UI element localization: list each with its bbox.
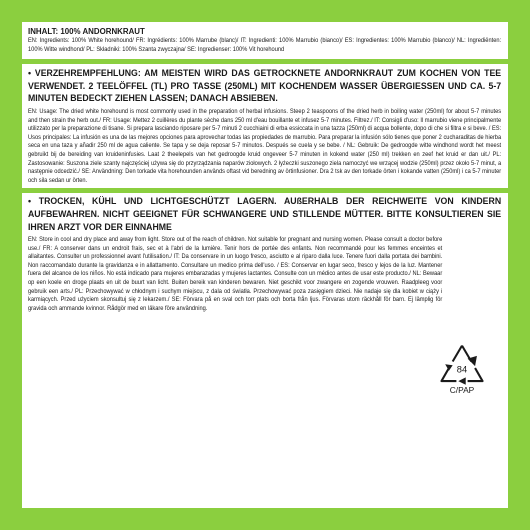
usage-title: • VERZEHREMPFEHLUNG: AM MEISTEN WIRD DAS GETROCKNETE ANDORNKRAUT ZUM KOCHEN VON TEE VERWENDET. 2 TEELÖFFEL (TL) PRO TASSE (250ML) MIT KOCHENDEM WASSER ÜBERGIESSEN UND CA. 5-7 MINUTEN BEDECKT ZIEHEN LASSEN; DANACH ABSIEBEN. bbox=[28, 68, 502, 105]
storage-section bbox=[28, 196, 502, 313]
ingredients-text: EN: Ingredients: 100% White horehound/ FR: Ingrédients: 100% Marrube (blanc)/ IT: Ingredienti: 100% Marrubio (bianco)/ ES: Ingredientes: 100% Marrubio (blanco)/ NL: Ingrediënten: 100% Witte windhond/ PL: Składniki: 100% Szanta zwyczajna/ SE: Ingredienser: 100% Vit horehound bbox=[28, 37, 502, 53]
storage-text: EN: Store in cool and dry place and away from light. Store out of the reach of children. Not suitable for pregnant and nursing women. Please consult a doctor before use./ FR: A conserver dans un endroit frais, sec et à l'abri de la lumière. Tenir hors de portée des enfants. Non recommandé pour les femmes enceintes et allaitantes. Consulter un professionnel avant l'utilisation./ IT: Da conservare in un luogo fresco, asciutto e al riparo dalla luce. Tenere fuori dalla portata dei bambini. Non raccomandato durante la gravidanza e in allattamento. Consultare un medico prima dell'uso. / ES: Conservar en lugar seco, fresco y lejos de la luz. Mantener fuera del alcance de los niños. No está indicado para mujeres embarazadas y mujeres lactantes. Consulte con un médico antes de usar este producto./ NL: Bewaar op een koele en droge plaats en uit de buurt van licht. Buiten bereik van kinderen bewaren. Niet geschikt voor zwangere en zogende vrouwen. Raadpleeg voor gebruik een arts./ PL: Przechowywać w chłodnym i suchym miejscu, z dala od światła. Przechowywać poza zasięgiem dzieci. Nie nadaje się dla kobiet w ciąży i karmiących. Przed użyciem skonsultuj się z lekarzem./ SE: Förvara på en sval och torr plats och borta från ljus. Förvaras utom räckhåll för barn. Ej lämplig för gravida och ammande kvinnor. Rådgör med en läkare före användning. bbox=[28, 236, 443, 312]
usage-text: EN: Usage: The dried white horehound is most commonly used in the preparation of herbal infusions. Steep 2 teaspoons of the dried herb in boiling water (250ml) for about 5-7 minutes and then strain the herb out./ FR: Usage: Mettez 2 cuillères du plante sèche dans 250 ml d'eau bouillante et infusez 5-7 minutes. Filtrez./ IT: Consigli d'uso: Il marrubio viene principalmente utilizzato per la preparazione di tisane. Si prepara lasciando riposare per 5-7 minuti 2 cucchiaini di erba essiccata in una tazza (250ml) di acqua bollente, dopo di che si filtra e si beve. / ES: Usos principales: La infusión es una de las mejores opciones para aprovechar todas las propiedades de marrubio. Para preparar la infusión sólo tienes que poner 2 cucharaditas de hierba seca en una taza y añadir 250 ml de agua caliente. Se tapa y se deja reposar 5-7 minutos. Después se cuela y se bebe. / NL: Gebruik: De gedroogde witte windhond wordt het meest gebruikt bij de bereiding van kruideninfusies. Laat 2 theelepels van het gedroogde kruid ongeveer 5-7 minuten in kokend water (250 ml) trekken en zeef het kruid er dan uit./ PL: Zastosowanie: Suszona ziele szanty najczęściej używa się do przyrządzania naparów ziołowych. 2 łyżeczki suszonego ziela namoczyć we wrzącej wodzie (250ml) przez około 5-7 minut, a następnie odcedzić./ SE: Användning: Den torkade vita horehounden används oftast vid beredning av örtinfusioner. Dra 2 tsk av den torkade örten i kokande vatten (250ml) i ca 5-7 minuter och sila sedan ur örten. bbox=[28, 107, 502, 184]
recycle-symbol bbox=[434, 340, 490, 396]
usage-section bbox=[28, 64, 502, 185]
divider bbox=[22, 188, 508, 193]
contents-heading: INHALT: 100% ANDORNKRAUT bbox=[28, 26, 145, 36]
label-content bbox=[22, 22, 508, 313]
recycle-icon bbox=[434, 340, 490, 396]
recycle-material: C/PAP bbox=[449, 385, 475, 396]
storage-title: • TROCKEN, KÜHL UND LICHTGESCHÜTZT LAGERN. AUßERHALB DER REICHWEITE VON KINDERN AUFBEWAHREN. NICHT GEEIGNET FÜR SCHWANGERE UND STILLENDE MÜTTER. BITTE KONSULTIEREN SIE IHREN ARZT VOR DER EINNAHME bbox=[28, 196, 502, 233]
label-panel bbox=[22, 22, 508, 508]
recycle-code: 84 bbox=[456, 364, 468, 375]
